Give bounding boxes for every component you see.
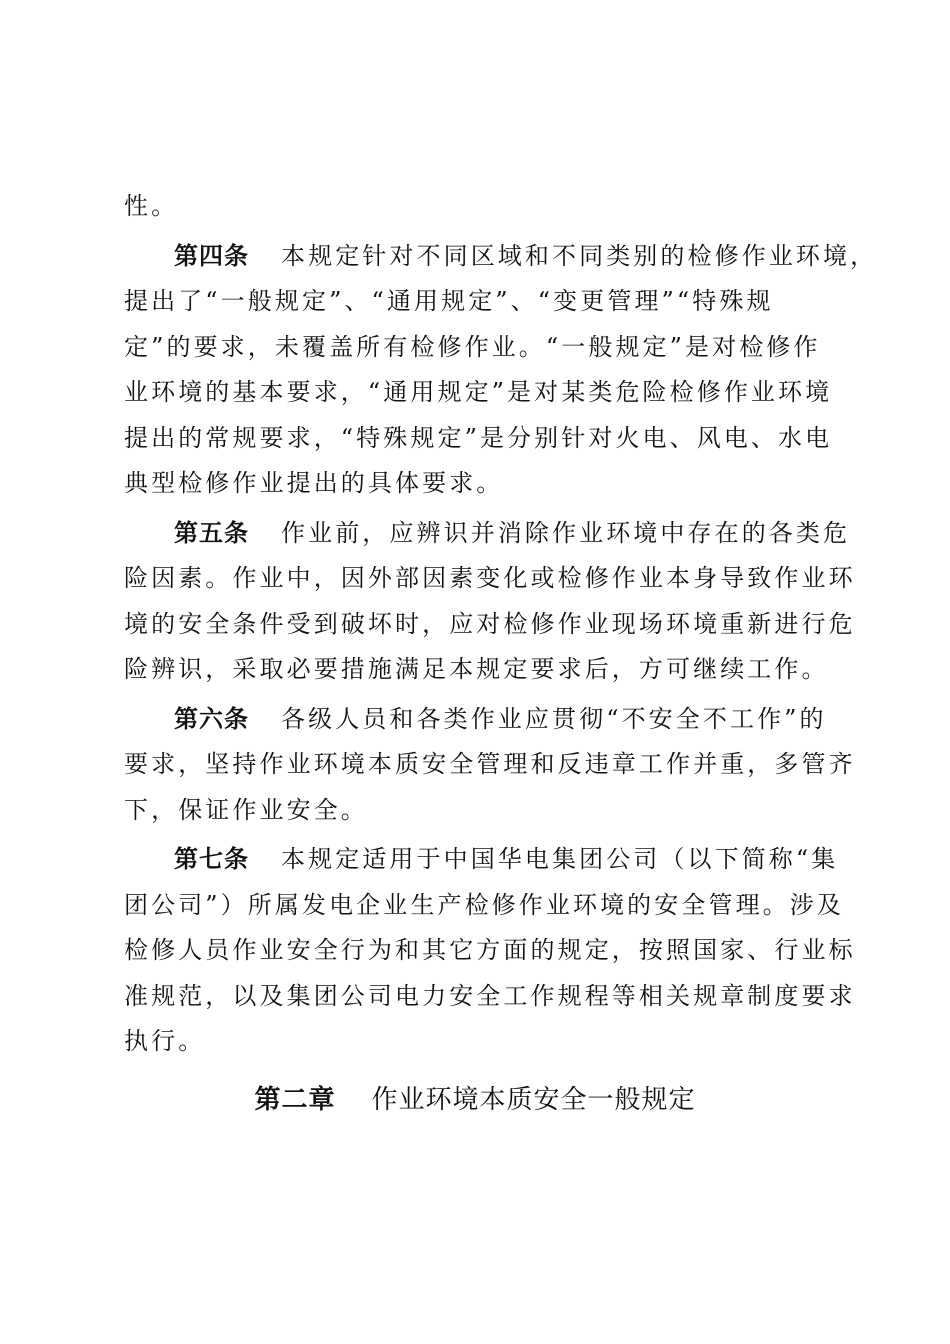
article-text-line: 典型检修作业提出的具体要求。 bbox=[124, 469, 504, 497]
article-text-line: 定”的要求，未覆盖所有检修作业。“一般规定”是对检修作 bbox=[124, 332, 821, 361]
article-number: 第七条 bbox=[174, 845, 249, 873]
article-5 bbox=[124, 511, 856, 693]
article-text-line: 险辨识，采取必要措施满足本规定要求后，方可继续工作。 bbox=[124, 655, 829, 683]
article-4 bbox=[124, 234, 878, 507]
article-text-line: 提出了“一般规定”、“通用规定”、“变更管理”“特殊规 bbox=[124, 287, 774, 315]
article-first-line bbox=[124, 697, 829, 743]
article-text-line: 检修人员作业安全行为和其它方面的规定，按照国家、行业标 bbox=[124, 936, 856, 964]
article-number: 第五条 bbox=[174, 518, 249, 547]
article-text-line: 要求，坚持作业环境本质安全管理和反违章工作并重，多管齐 bbox=[124, 750, 856, 778]
article-text: 作业前，应辨识并消除作业环境中存在的各类危 bbox=[281, 518, 851, 547]
article-text-line: 险因素。作业中，因外部因素变化或检修作业本身导致作业环 bbox=[124, 564, 856, 592]
article-text-line: 下，保证作业安全。 bbox=[124, 795, 368, 824]
article-text: 本规定针对不同区域和不同类别的检修作业环境， bbox=[281, 241, 878, 270]
article-text: 本规定适用于中国华电集团公司（以下简称“集 bbox=[281, 845, 839, 873]
article-text: 各级人员和各类作业应贯彻“不安全不工作”的 bbox=[281, 704, 827, 733]
article-text-line: 境的安全条件受到破坏时，应对检修作业现场环境重新进行危 bbox=[124, 609, 856, 638]
chapter-heading bbox=[0, 1083, 950, 1117]
article-number: 第四条 bbox=[174, 241, 249, 270]
article-first-line bbox=[124, 511, 851, 557]
article-first-line bbox=[124, 234, 878, 280]
article-text-line: 准规范，以及集团公司电力安全工作规程等相关规章制度要求 bbox=[124, 981, 856, 1010]
article-text-line: 提出的常规要求，“特殊规定”是分别针对火电、风电、水电 bbox=[124, 423, 833, 452]
chapter-title: 作业环境本质安全一般规定 bbox=[371, 1085, 696, 1115]
article-first-line bbox=[124, 837, 839, 883]
article-6 bbox=[124, 697, 856, 834]
article-text-line: 业环境的基本要求，“通用规定”是对某类危险检修作业环境 bbox=[124, 378, 833, 406]
article-7 bbox=[124, 837, 856, 1065]
article-text-line: 执行。 bbox=[124, 1027, 206, 1055]
document-body bbox=[124, 184, 878, 1065]
chapter-number: 第二章 bbox=[254, 1085, 336, 1115]
article-number: 第六条 bbox=[174, 704, 249, 733]
article-text-line: 团公司”）所属发电企业生产检修作业环境的安全管理。涉及 bbox=[124, 890, 844, 919]
previous-article-tail: 性。 bbox=[124, 192, 179, 220]
